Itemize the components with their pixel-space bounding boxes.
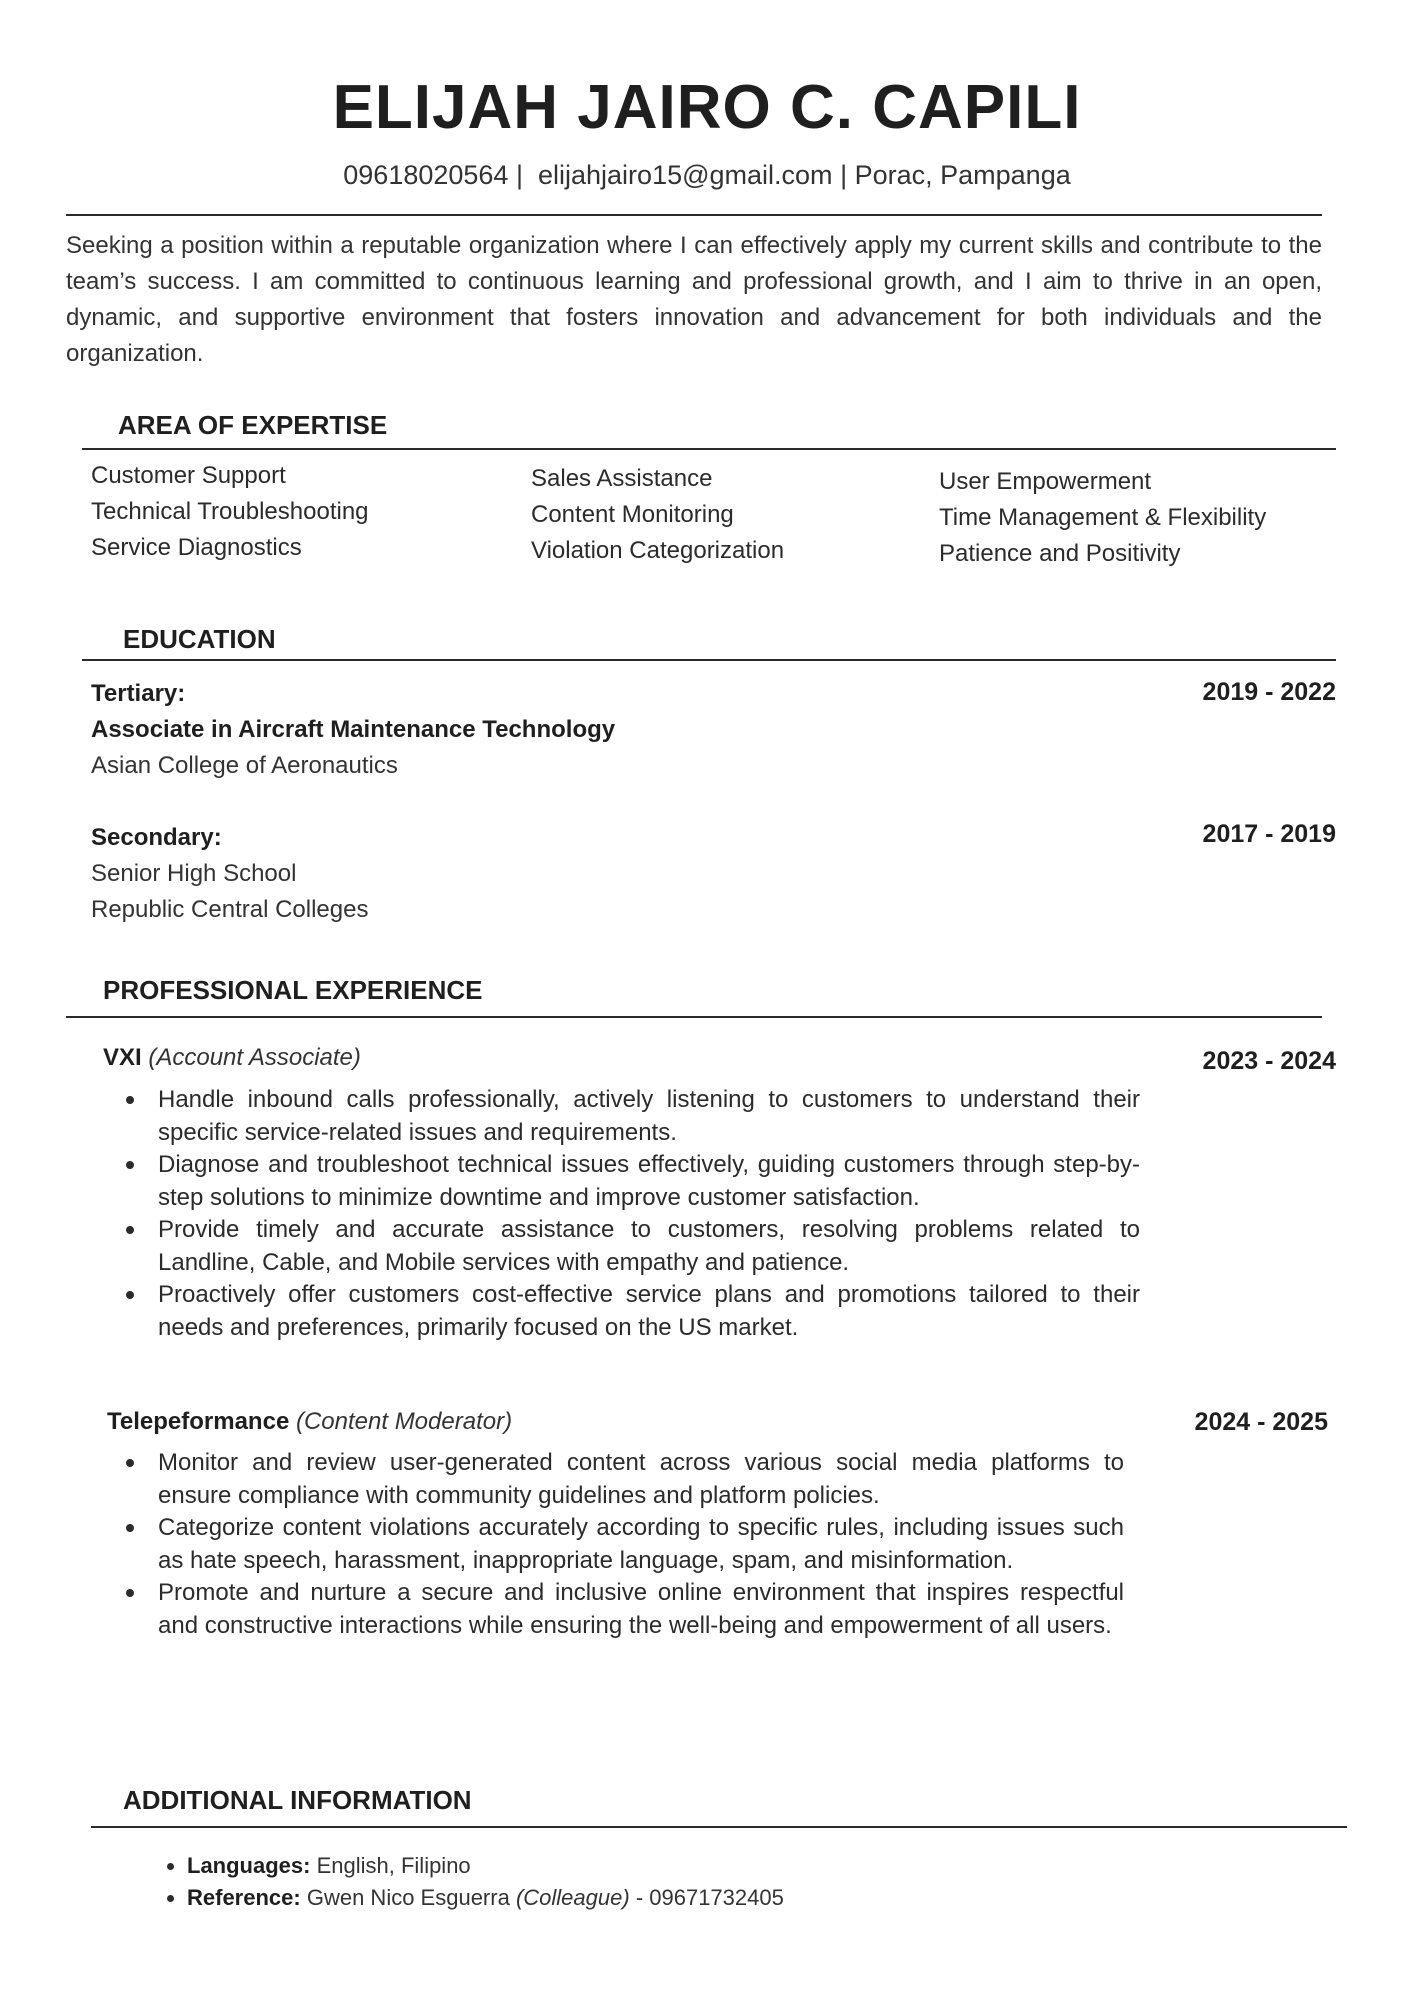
languages-label: Languages: xyxy=(187,1853,311,1878)
job-role: (Account Associate) xyxy=(148,1044,361,1071)
job-duty: Diagnose and troubleshoot technical issues effectively, guiding customers through step-by-step solutions to minimize downtime and improve customer satisfaction. xyxy=(106,1149,1140,1214)
additional-title: ADDITIONAL INFORMATION xyxy=(123,1785,472,1815)
summary-paragraph: Seeking a position within a reputable organization where I can effectively apply my current skills and contribute to the team’s success. I am committed to continuous learning and professional growth, and I aim to thrive in an open, dynamic, and supportive environment that fosters innovation and advancement for both individuals and the organization. xyxy=(66,232,1322,367)
job-company: VXI xyxy=(103,1044,142,1071)
email: elijahjairo15@gmail.com xyxy=(538,160,833,190)
job-duty: Monitor and review user-generated content across various social media platforms to ensure compliance with community guidelines and platform policies. xyxy=(106,1447,1124,1512)
job-heading xyxy=(103,1040,361,1076)
secondary-level: Senior High School xyxy=(91,860,297,887)
reference-phone: - 09671732405 xyxy=(635,1885,784,1910)
expertise-item: User Empowerment xyxy=(939,468,1152,495)
tertiary-school: Asian College of Aeronautics xyxy=(91,752,398,779)
tertiary-degree: Associate in Aircraft Maintenance Technology xyxy=(91,716,616,743)
job-role: (Content Moderator) xyxy=(295,1408,513,1435)
reference-label: Reference: xyxy=(187,1885,301,1910)
job-duties xyxy=(106,1084,1140,1344)
expertise-item: Technical Troubleshooting xyxy=(91,498,369,525)
expertise-column-1 xyxy=(91,458,369,566)
additional-list xyxy=(128,1850,784,1914)
job-duty: Provide timely and accurate assistance to customers, resolving problems related to Landline, Cable, and Mobile services with empathy and patience. xyxy=(106,1214,1140,1279)
job-duty: Promote and nurture a secure and inclusive online environment that inspires respectful and constructive interactions while ensuring the well-being and empowerment of all users. xyxy=(106,1577,1124,1642)
expertise-item: Content Monitoring xyxy=(531,501,734,528)
reference-item xyxy=(128,1882,784,1914)
phone: 09618020564 xyxy=(343,160,509,190)
tertiary-label: Tertiary: xyxy=(91,680,186,707)
languages-item xyxy=(128,1850,784,1882)
education-divider xyxy=(82,659,1336,661)
secondary-school: Republic Central Colleges xyxy=(91,896,369,923)
expertise-item: Sales Assistance xyxy=(531,465,713,492)
resume-name: ELIJAH JAIRO C. CAPILI xyxy=(332,73,1082,142)
job-duty: Categorize content violations accurately according to specific rules, including issues such as hate speech, harassment, inappropriate language, spam, and misinformation. xyxy=(106,1512,1124,1577)
separator: | xyxy=(840,160,848,190)
expertise-title: AREA OF EXPERTISE xyxy=(118,410,388,440)
location: Porac, Pampanga xyxy=(854,160,1071,190)
separator: | xyxy=(515,160,523,190)
additional-divider xyxy=(91,1826,1347,1828)
expertise-item: Violation Categorization xyxy=(531,537,785,564)
experience-title: PROFESSIONAL EXPERIENCE xyxy=(103,975,483,1005)
job-company: Telepeformance xyxy=(107,1408,290,1435)
job-years: 2023 - 2024 xyxy=(1202,1047,1336,1075)
tertiary-block xyxy=(91,676,615,784)
expertise-item: Time Management & Flexibility xyxy=(939,504,1267,531)
expertise-column-2 xyxy=(531,461,784,569)
secondary-label: Secondary: xyxy=(91,824,222,851)
experience-divider xyxy=(66,1016,1322,1018)
education-title: EDUCATION xyxy=(123,624,276,654)
expertise-item: Patience and Positivity xyxy=(939,540,1181,567)
reference-name: Gwen Nico Esguerra xyxy=(306,1885,510,1910)
expertise-divider xyxy=(82,448,1336,450)
job-duties xyxy=(106,1447,1124,1642)
expertise-item: Service Diagnostics xyxy=(91,534,302,561)
languages-value: English, Filipino xyxy=(316,1853,471,1878)
tertiary-years: 2019 - 2022 xyxy=(1202,678,1336,706)
job-heading xyxy=(107,1404,512,1440)
job-years: 2024 - 2025 xyxy=(1194,1408,1328,1436)
job-duty: Handle inbound calls professionally, actively listening to customers to understand their specific service-related issues and requirements. xyxy=(106,1084,1140,1149)
expertise-column-3 xyxy=(939,464,1266,572)
contact-line xyxy=(0,160,1414,191)
job-duty: Proactively offer customers cost-effective service plans and promotions tailored to their needs and preferences, primarily focused on the US market. xyxy=(106,1279,1140,1344)
expertise-item: Customer Support xyxy=(91,462,286,489)
secondary-block xyxy=(91,820,368,928)
reference-relation: (Colleague) xyxy=(515,1885,630,1910)
secondary-years: 2017 - 2019 xyxy=(1202,820,1336,848)
header-divider xyxy=(66,214,1322,216)
